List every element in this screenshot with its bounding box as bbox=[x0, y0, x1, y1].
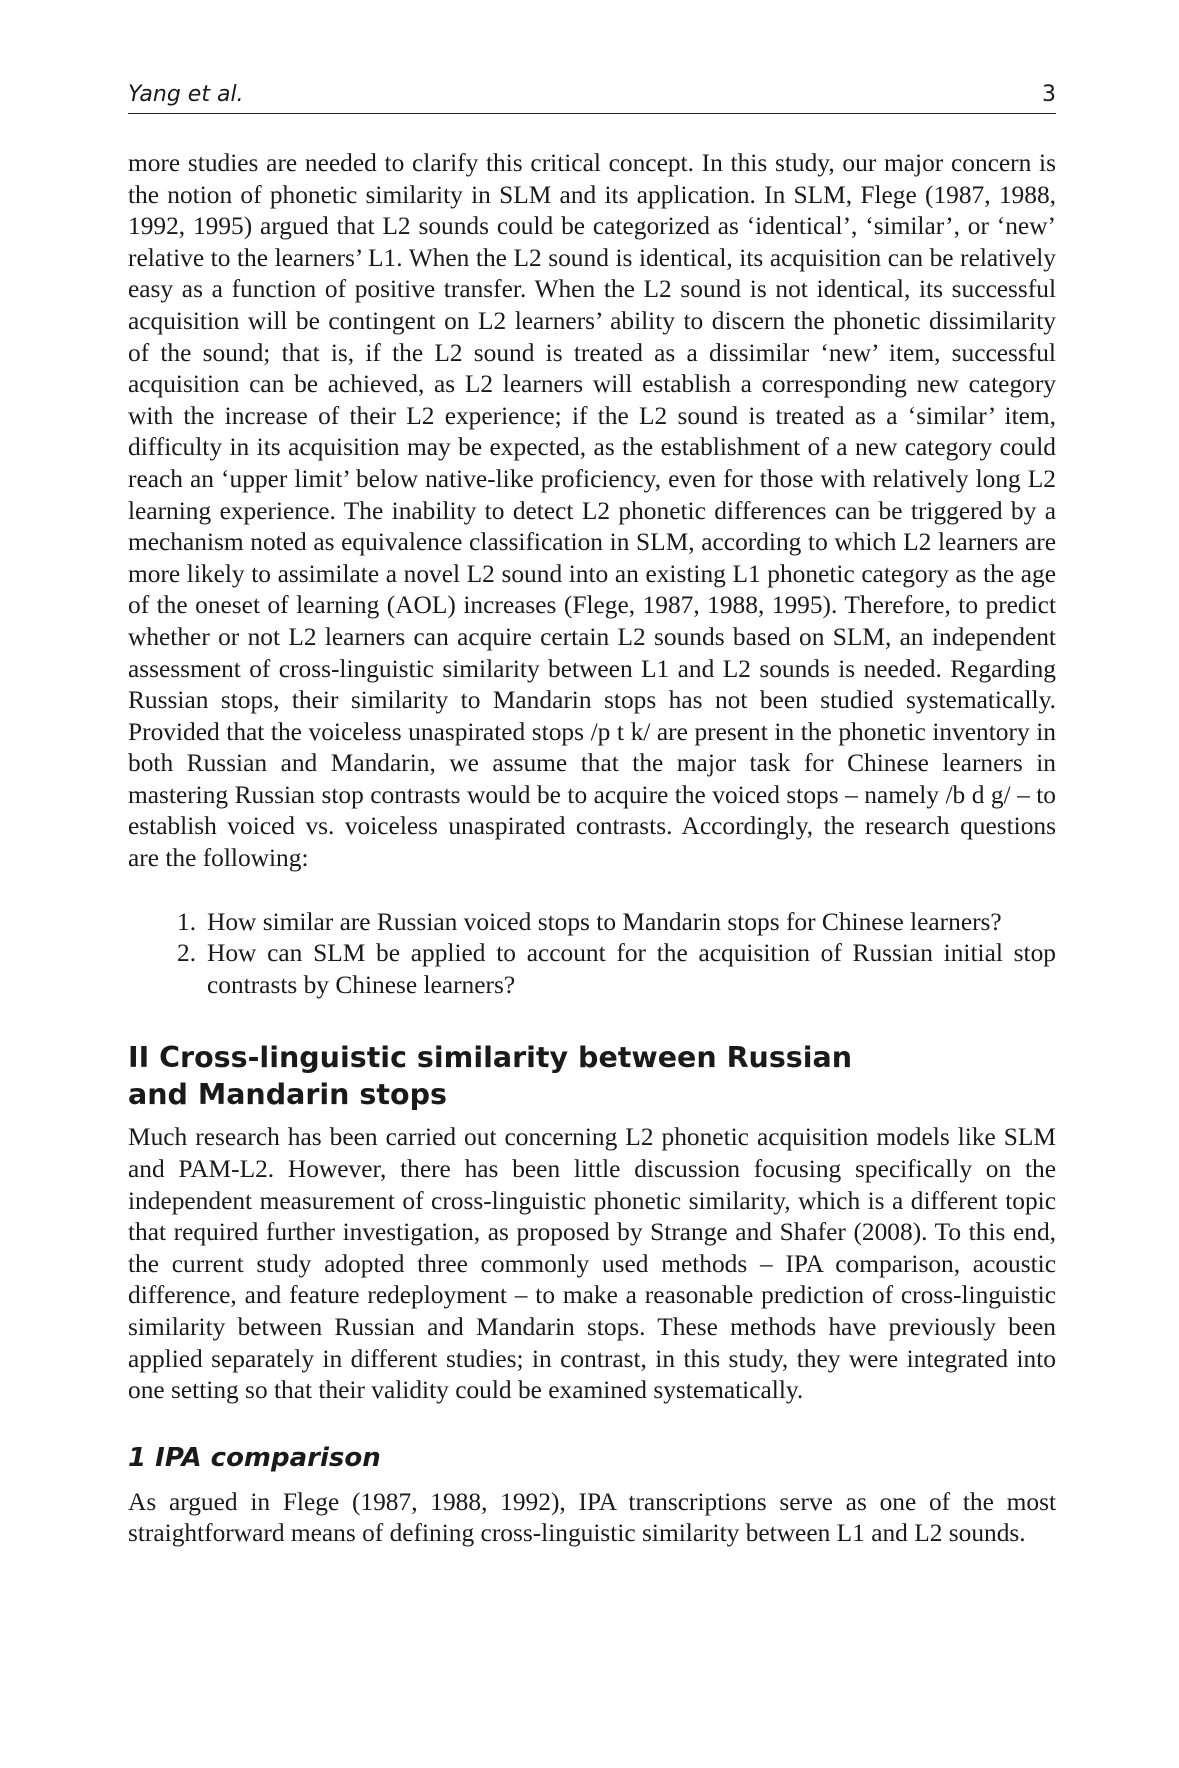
research-questions-list bbox=[128, 907, 1056, 1002]
list-item-number: 2. bbox=[177, 939, 197, 968]
subsection-heading: 1 IPA comparison bbox=[128, 1442, 381, 1473]
list-item bbox=[128, 938, 1056, 1001]
page bbox=[128, 82, 1056, 1550]
list-item-text: How can SLM be applied to account for the acquisition of Russian initial stop contrasts by Chinese learners? bbox=[207, 939, 1056, 999]
running-header-authors: Yang et al. bbox=[128, 82, 244, 107]
running-header bbox=[128, 82, 1056, 114]
page-number: 3 bbox=[1042, 82, 1056, 107]
ipa-paragraph: As argued in Flege (1987, 1988, 1992), IPA transcriptions serve as one of the most straightforward means of defining cross-linguistic similarity between L1 and L2 sounds. bbox=[128, 1487, 1056, 1548]
list-item bbox=[128, 907, 1056, 939]
list-item-number: 1. bbox=[177, 907, 197, 936]
section-paragraph: Much research has been carried out concerning L2 phonetic acquisition models like SLM and PAM-L2. However, there has been little discussion focusing specifically on the independent measurement of cross-linguistic phonetic similarity, which is a different topic that required further investigation, as proposed by Strange and Shafer (2008). To this end, the current study adopted three commonly used methods – IPA comparison, acoustic difference, and feature redeployment – to make a reasonable prediction of cross-linguistic similarity between Russian and Mandarin stops. These methods have previously been applied separately in different studies; in contrast, in this study, they were integrated into one setting so that their validity could be examined systematically. bbox=[128, 1123, 1056, 1405]
section-heading: II Cross-linguistic similarity between Russian and Mandarin stops bbox=[128, 1041, 853, 1112]
list-item-text: How similar are Russian voiced stops to Mandarin stops for Chinese learners? bbox=[207, 907, 1002, 936]
intro-paragraph: more studies are needed to clarify this critical concept. In this study, our major concern is the notion of phonetic similarity in SLM and its application. In SLM, Flege (1987, 1988, 1992, 1995) argued that L2 sounds could be categorized as ‘identical’, ‘similar’, or ‘new’ relative to the learners’ L1. When the L2 sound is identical, its acquisition can be relatively easy as a function of positive transfer. When the L2 sound is not identical, its successful acquisition will be contingent on L2 learners’ ability to discern the phonetic dissimilarity of the sound; that is, if the L2 sound is treated as a dissimilar ‘new’ item, successful acquisition can be achieved, as L2 learners will establish a corresponding new category with the increase of their L2 experience; if the L2 sound is treated as a ‘similar’ item, difficulty in its acquisition may be expected, as the establishment of a new category could reach an ‘upper limit’ below native-like proficiency, even for those with relatively long L2 learning experience. The inability to detect L2 phonetic differences can be triggered by a mechanism noted as equivalence classification in SLM, according to which L2 learners are more likely to assimilate a novel L2 sound into an existing L1 phonetic category as the age of the oneset of learning (AOL) increases (Flege, 1987, 1988, 1995). Therefore, to predict whether or not L2 learners can acquire certain L2 sounds based on SLM, an independent assessment of cross-linguistic similarity between L1 and L2 sounds is needed. Regarding Russian stops, their similarity to Mandarin stops has not been studied systematically. Provided that the voiceless unaspirated stops /p t k/ are present in the phonetic inventory in both Russian and Mandarin, we assume that the major task for Chinese learners in mastering Russian stop contrasts would be to acquire the voiced stops – namely /b d g/ – to establish voiced vs. voiceless unaspirated contrasts. Accordingly, the research questions are the following: bbox=[128, 149, 1056, 873]
